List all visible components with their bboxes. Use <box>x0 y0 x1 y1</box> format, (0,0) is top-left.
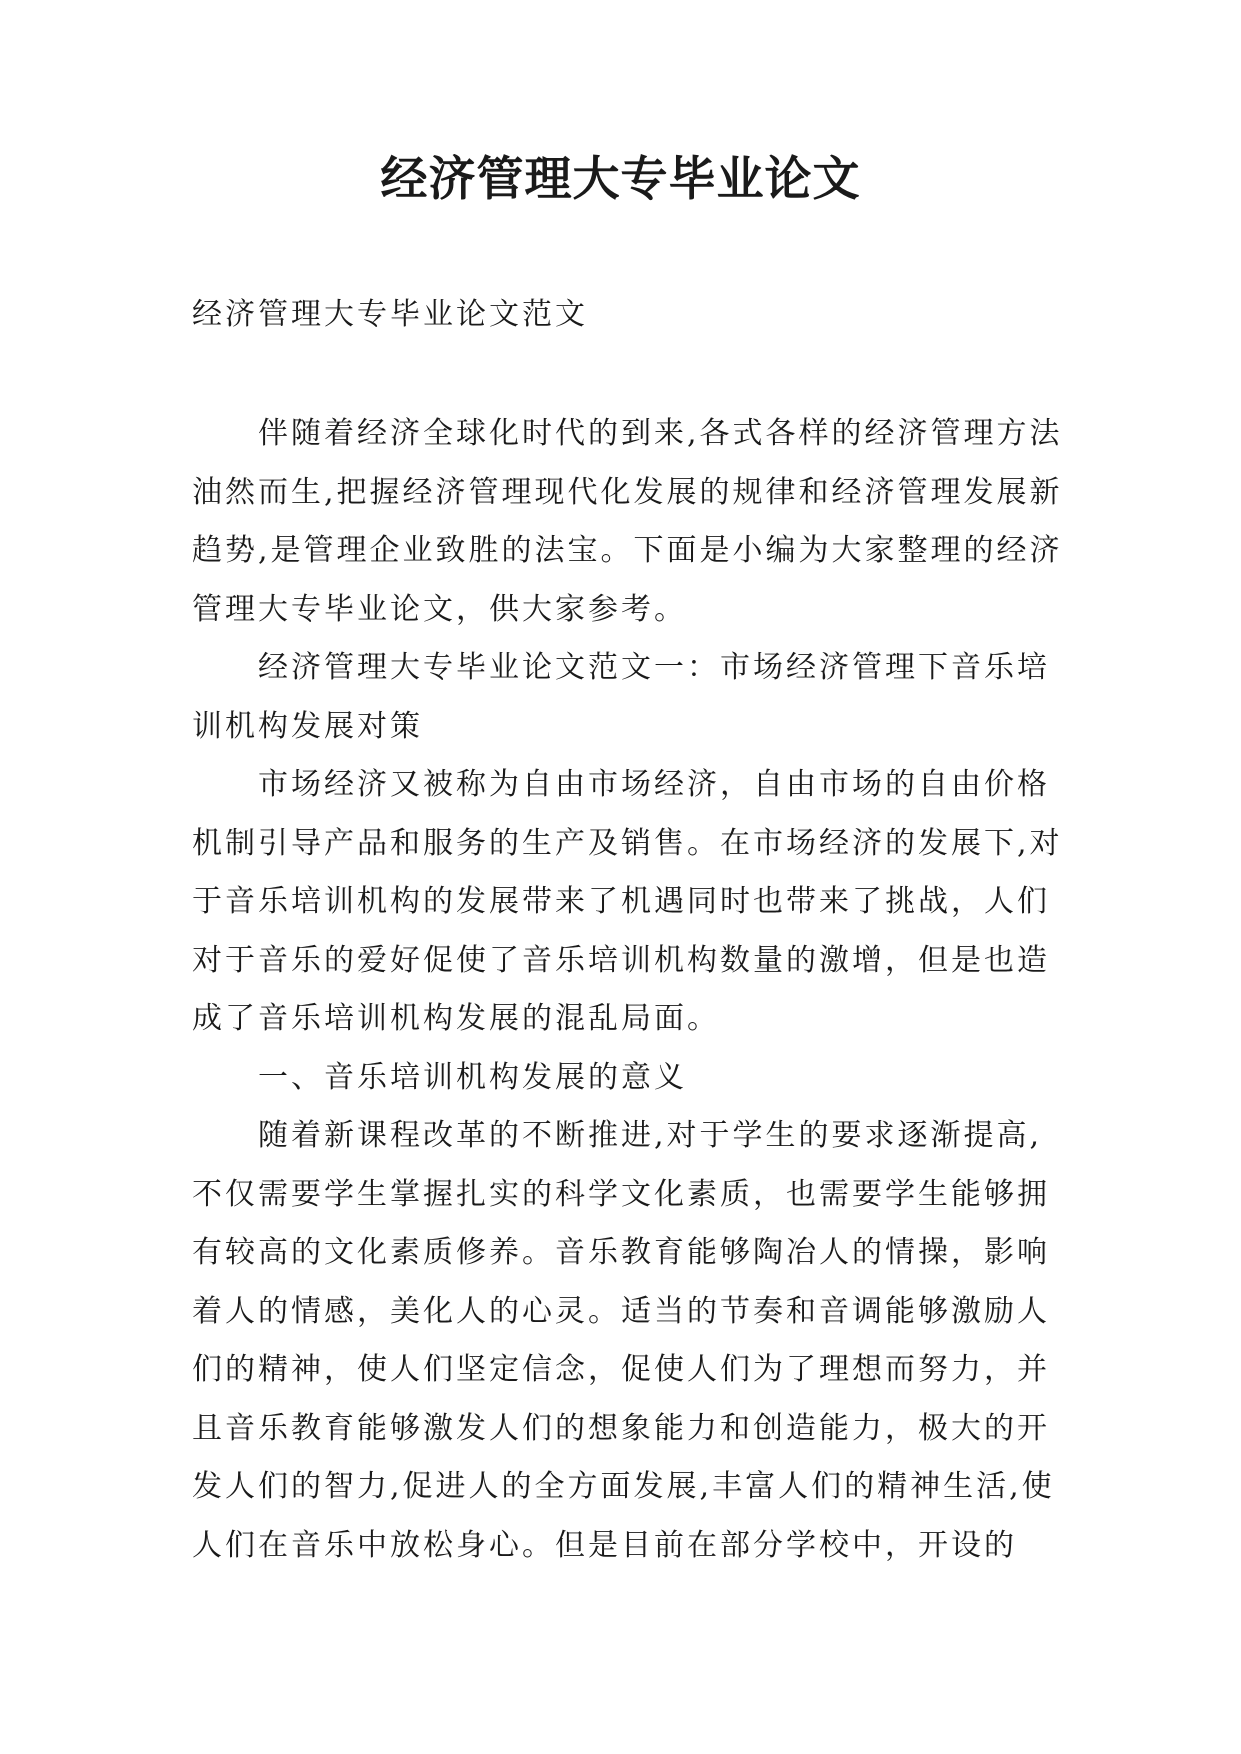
paragraph-essay-heading: 经济管理大专毕业论文范文一：市场经济管理下音乐培训机构发展对策 <box>192 650 1050 744</box>
paragraph-market-economy: 市场经济又被称为自由市场经济，自由市场的自由价格机制引导产品和服务的生产及销售。在市场经济的发展下,对于音乐培训机构的发展带来了机遇同时也带来了挑战，人们对于音乐的爱好促使了音乐培训机构数量的激增，但是也造成了音乐培训机构发展的混乱局面。 <box>192 767 1063 1036</box>
document-body <box>192 405 1072 1575</box>
paragraph-significance: 随着新课程改革的不断推进,对于学生的要求逐渐提高,不仅需要学生掌握扎实的科学文化素质，也需要学生能够拥有较高的文化素质修养。音乐教育能够陶冶人的情操，影响着人的情感，美化人的心灵。适当的节奏和音调能够激励人们的精神，使人们坚定信念，促使人们为了理想而努力，并且音乐教育能够激发人们的想象能力和创造能力，极大的开发人们的智力,促进人的全方面发展,丰富人们的精神生活,使人们在音乐中放松身心。但是目前在部分学校中，开设的 <box>192 1118 1055 1563</box>
paragraph-intro: 伴随着经济全球化时代的到来,各式各样的经济管理方法油然而生,把握经济管理现代化发展的规律和经济管理发展新趋势,是管理企业致胜的法宝。下面是小编为大家整理的经济管理大专毕业论文，供大家参考。 <box>192 416 1063 627</box>
document-subtitle: 经济管理大专毕业论文范文 <box>192 297 588 332</box>
document-title: 经济管理大专毕业论文 <box>380 152 861 207</box>
paragraph-section-heading: 一、音乐培训机构发展的意义 <box>258 1059 687 1095</box>
